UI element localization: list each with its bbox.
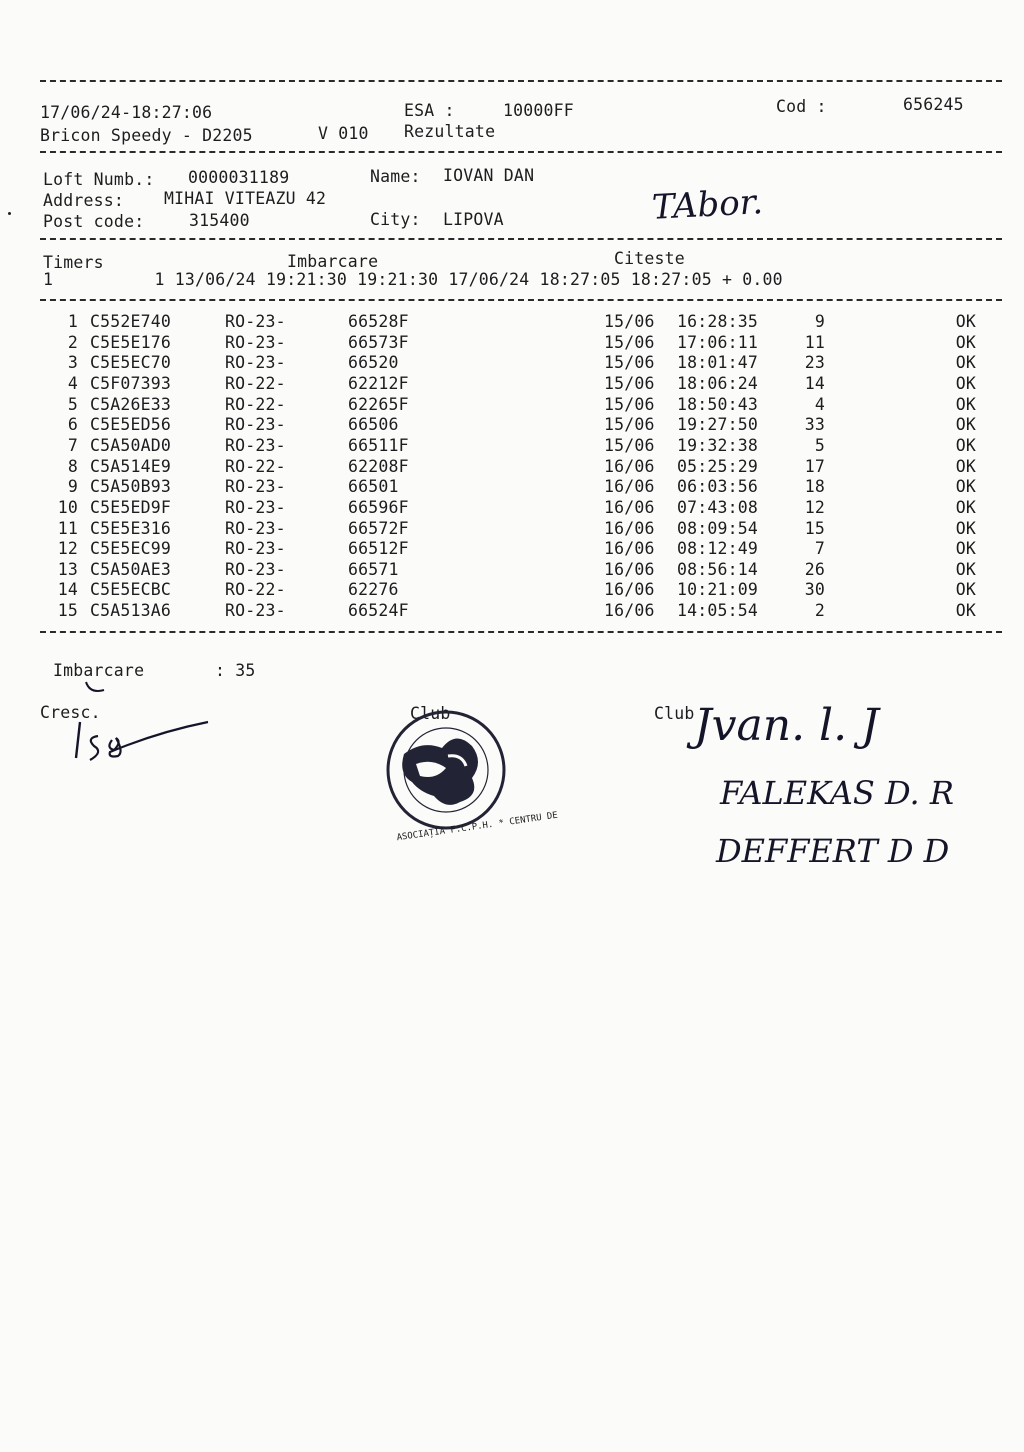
arrival-date: 15/06 (604, 312, 655, 331)
arrival-date: 16/06 (604, 477, 655, 497)
table-row (0, 312, 1024, 333)
imbarcare-total-value: : 35 (215, 661, 256, 680)
position: 33 (804, 415, 825, 435)
arrival-time: 19:27:50 (677, 415, 759, 435)
ring-prefix: RO-23- (225, 435, 286, 455)
table-row (0, 601, 1024, 622)
ring-prefix: RO-23- (225, 601, 286, 621)
row-number: 4 (67, 373, 78, 393)
ring-prefix: RO-22- (225, 580, 286, 600)
device-version: V 010 (318, 124, 369, 143)
arrival-date: 16/06 (604, 518, 655, 538)
position: 23 (804, 353, 825, 373)
address-label: Address: (43, 191, 125, 210)
signature-line-3: DEFFERT D D (716, 832, 950, 870)
ring-prefix: RO-23- (225, 559, 286, 579)
timers-line: 1 1 13/06/24 19:21:30 19:21:30 17/06/24 18:27:05 18:27:05 + 0.00 (43, 270, 783, 289)
report-type: Rezultate (404, 122, 496, 141)
table-row (0, 457, 1024, 478)
row-number: 5 (67, 394, 78, 414)
status: OK (955, 580, 976, 600)
position: 12 (804, 497, 825, 517)
cod-value: 656245 (903, 95, 964, 114)
esa-value: 10000FF (503, 101, 574, 120)
postcode-label: Post code: (43, 212, 145, 231)
position: 15 (804, 518, 825, 538)
table-row (0, 415, 1024, 436)
row-number: 3 (67, 353, 78, 373)
chip-id: C5A50AD0 (90, 435, 172, 455)
status: OK (955, 373, 976, 393)
position: 17 (804, 456, 825, 476)
chip-id: C5A514E9 (90, 456, 172, 476)
row-number: 6 (67, 415, 78, 435)
position: 7 (814, 539, 825, 559)
club-label-left: Club (410, 704, 451, 723)
arrival-time: 19:32:38 (677, 435, 759, 455)
signature-line-2: FALEKAS D. R (720, 774, 954, 812)
ring-number: 66511F (348, 435, 409, 455)
print-datetime: 17/06/24-18:27:06 (40, 103, 213, 122)
timers-label: Timers (43, 253, 104, 272)
club-stamp-text: ASOCIAȚIA F.C.P.H. * CENTRU DE (396, 810, 559, 844)
row-number: 8 (67, 456, 78, 476)
ring-number: 66506 (348, 415, 399, 435)
row-number: 12 (57, 539, 78, 559)
status: OK (955, 415, 976, 435)
city-label: City: (370, 210, 421, 229)
arrival-time: 08:12:49 (677, 539, 759, 559)
table-row (0, 580, 1024, 601)
timers-citeste-label: Citeste (614, 249, 685, 268)
esa-label: ESA : (404, 101, 455, 120)
ring-number: 66573F (348, 332, 409, 352)
ring-number: 66596F (348, 497, 409, 517)
pen-check-mark (82, 680, 112, 700)
arrival-date: 15/06 (604, 353, 655, 373)
status: OK (955, 559, 976, 579)
chip-id: C5E5E316 (90, 518, 172, 538)
chip-id: C5F07393 (90, 373, 172, 393)
chip-id: C5E5ED9F (90, 497, 172, 517)
city-value: LIPOVA (443, 210, 504, 229)
position: 26 (804, 559, 825, 579)
arrival-time: 05:25:29 (677, 456, 759, 476)
chip-id: C5E5EC99 (90, 539, 172, 559)
ring-number: 62276 (348, 580, 399, 600)
chip-id: C5E5EC70 (90, 353, 172, 373)
status: OK (955, 539, 976, 559)
table-row (0, 477, 1024, 498)
position: 5 (814, 435, 825, 455)
ring-prefix: RO-23- (225, 477, 286, 497)
arrival-time: 16:28:35 (677, 312, 759, 331)
status: OK (955, 477, 976, 497)
ring-number: 62208F (348, 456, 409, 476)
row-number: 13 (57, 559, 78, 579)
ring-number: 66512F (348, 539, 409, 559)
ring-prefix: RO-23- (225, 497, 286, 517)
arrival-date: 15/06 (604, 332, 655, 352)
ring-prefix: RO-23- (225, 415, 286, 435)
row-number: 9 (67, 477, 78, 497)
arrival-date: 16/06 (604, 559, 655, 579)
ring-prefix: RO-23- (225, 312, 286, 331)
ring-number: 66571 (348, 559, 399, 579)
arrival-date: 15/06 (604, 394, 655, 414)
row-number: 2 (67, 332, 78, 352)
imbarcare-total-label: Imbarcare (53, 661, 145, 680)
postcode-value: 315400 (189, 211, 250, 230)
row-number: 10 (57, 497, 78, 517)
chip-id: C552E740 (90, 312, 172, 331)
row-number: 7 (67, 435, 78, 455)
scan-speck (8, 212, 11, 215)
table-row (0, 498, 1024, 519)
ring-number: 66501 (348, 477, 399, 497)
row-number: 15 (57, 601, 78, 621)
arrival-time: 08:09:54 (677, 518, 759, 538)
ring-prefix: RO-23- (225, 539, 286, 559)
position: 14 (804, 373, 825, 393)
arrival-date: 15/06 (604, 415, 655, 435)
separator-results (40, 631, 1002, 633)
arrival-time: 14:05:54 (677, 601, 759, 621)
table-row (0, 436, 1024, 457)
position: 9 (814, 312, 825, 331)
ring-number: 66520 (348, 353, 399, 373)
table-row (0, 374, 1024, 395)
status: OK (955, 394, 976, 414)
arrival-date: 16/06 (604, 580, 655, 600)
status: OK (955, 601, 976, 621)
owner-name: IOVAN DAN (443, 166, 535, 185)
ring-prefix: RO-23- (225, 353, 286, 373)
table-row (0, 560, 1024, 581)
ring-number: 62265F (348, 394, 409, 414)
arrival-date: 16/06 (604, 539, 655, 559)
ring-prefix: RO-23- (225, 518, 286, 538)
ring-prefix: RO-22- (225, 394, 286, 414)
arrival-date: 15/06 (604, 373, 655, 393)
ring-number: 66572F (348, 518, 409, 538)
arrival-time: 17:06:11 (677, 332, 759, 352)
chip-id: C5E5ED56 (90, 415, 172, 435)
status: OK (955, 456, 976, 476)
ring-number: 66524F (348, 601, 409, 621)
name-label: Name: (370, 167, 421, 186)
loft-number: 0000031189 (188, 168, 290, 187)
chip-id: C5A513A6 (90, 601, 172, 621)
chip-id: C5E5ECBC (90, 580, 172, 600)
cresc-signature (68, 712, 218, 772)
chip-id: C5A50B93 (90, 477, 172, 497)
table-row (0, 395, 1024, 416)
loft-label: Loft Numb.: (43, 170, 155, 189)
signature-line-1: Jvan. l. J (694, 700, 879, 751)
arrival-time: 08:56:14 (677, 559, 759, 579)
row-number: 14 (57, 580, 78, 600)
arrival-time: 18:50:43 (677, 394, 759, 414)
club-label-right: Club (654, 704, 695, 723)
ring-prefix: RO-22- (225, 456, 286, 476)
ring-prefix: RO-23- (225, 332, 286, 352)
arrival-date: 16/06 (604, 497, 655, 517)
position: 2 (814, 601, 825, 621)
position: 4 (814, 394, 825, 414)
address-value: MIHAI VITEAZU 42 (164, 189, 327, 208)
cresc-label: Cresc. (40, 703, 101, 722)
cod-label: Cod : (776, 97, 827, 116)
arrival-time: 18:01:47 (677, 353, 759, 373)
ring-prefix: RO-22- (225, 373, 286, 393)
table-row (0, 519, 1024, 540)
status: OK (955, 497, 976, 517)
table-row (0, 333, 1024, 354)
status: OK (955, 332, 976, 352)
ring-number: 66528F (348, 312, 409, 331)
row-number: 11 (57, 518, 78, 538)
chip-id: C5A50AE3 (90, 559, 172, 579)
device-name: Bricon Speedy - D2205 (40, 126, 253, 145)
position: 11 (804, 332, 825, 352)
table-row (0, 353, 1024, 374)
chip-id: C5E5E176 (90, 332, 172, 352)
handwritten-note: TAbor. (651, 182, 764, 228)
status: OK (955, 353, 976, 373)
arrival-time: 10:21:09 (677, 580, 759, 600)
status: OK (955, 312, 976, 331)
arrival-date: 16/06 (604, 456, 655, 476)
arrival-time: 06:03:56 (677, 477, 759, 497)
status: OK (955, 518, 976, 538)
arrival-time: 07:43:08 (677, 497, 759, 517)
arrival-time: 18:06:24 (677, 373, 759, 393)
position: 18 (804, 477, 825, 497)
ring-number: 62212F (348, 373, 409, 393)
chip-id: C5A26E33 (90, 394, 172, 414)
position: 30 (804, 580, 825, 600)
arrival-date: 15/06 (604, 435, 655, 455)
arrival-date: 16/06 (604, 601, 655, 621)
timers-imbarcare-label: Imbarcare (287, 252, 379, 271)
status: OK (955, 435, 976, 455)
table-row (0, 539, 1024, 560)
row-number: 1 (67, 312, 78, 331)
